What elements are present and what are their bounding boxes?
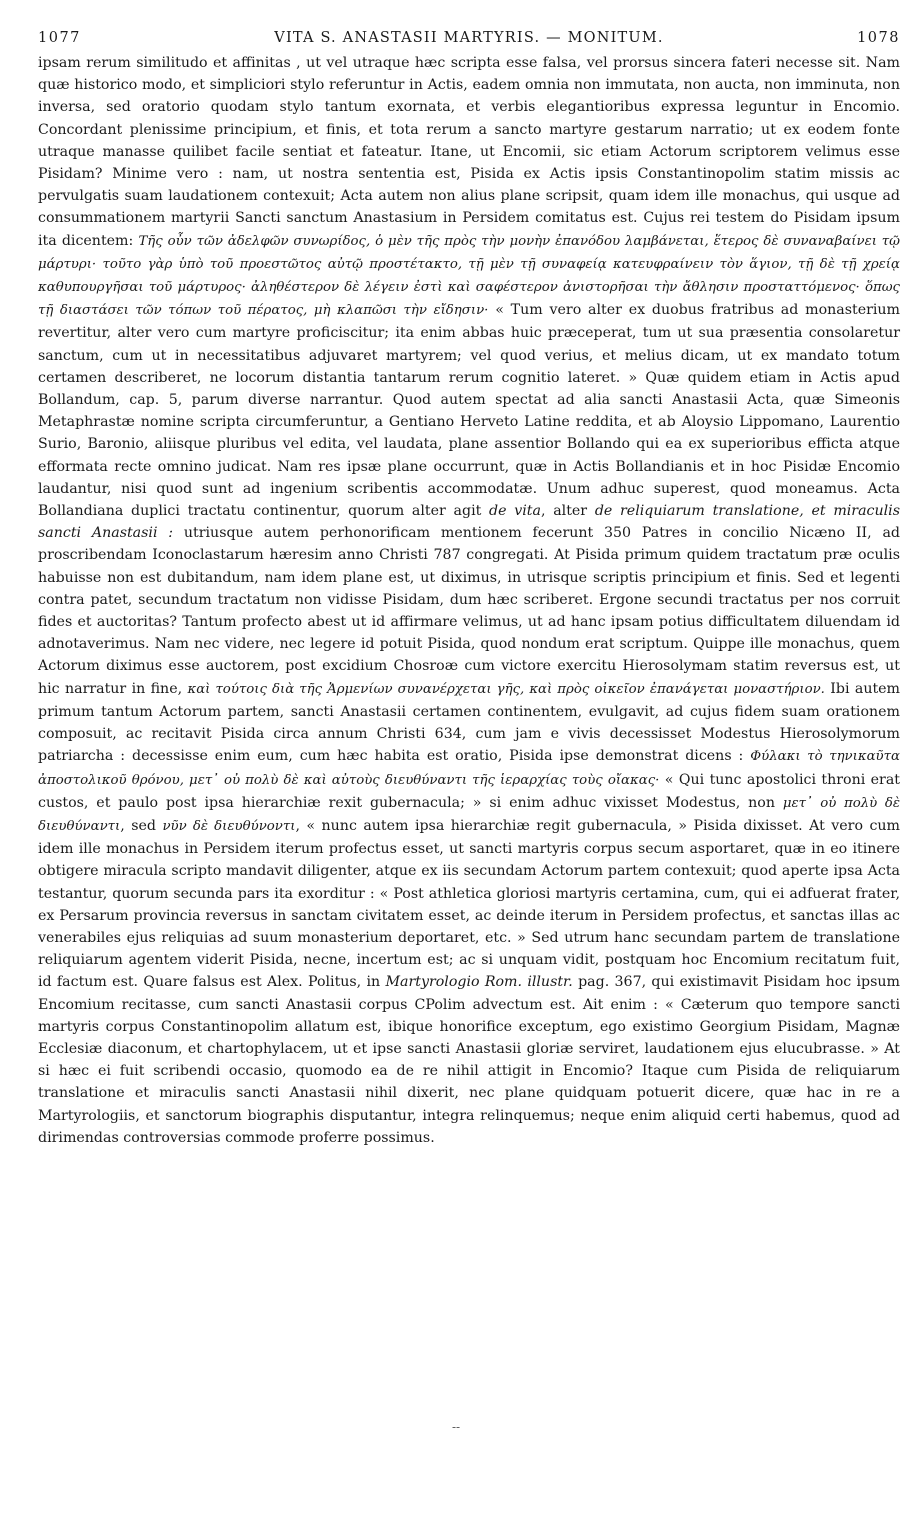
text-run: , sed [120, 817, 163, 834]
right-column-number: 1078 [857, 30, 900, 46]
greek-quotation: Τῆς οὖν τῶν ἀδελφῶν συνωρίδος, ὁ μὲν τῆς πρὸς τὴν μονὴν ἐπανόδου λαμβάνεται, ἕτερος δὲ συναναβαίνει τῷ μάρτυρι· τοῦτο γὰρ ὑπὸ τοῦ προεστῶτος αὐτῷ προστέτακτο, τῇ μὲν τῇ συναφείᾳ κατευφραίνειν τὸν ἅγιον, τῇ δὲ τῇ χρείᾳ καθυπουργῆσαι τοῦ μάρτυρος· ἀληθέστερον δὲ λέγειν ἐστὶ καὶ σαφέστερον ἀνιστορῆσαι τὴν ἄθλησιν προσταττόμενος· ὅπως τῇ διαστάσει τῶν τόπων τοῦ πέρατος, μὴ κλαπῶσι τὴν εἴδησιν· [38, 233, 901, 319]
text-run: , « nunc autem ipsa hierarchiæ regit gubernacula, » Pisida dixisset. At vero cum idem ille monachus in Persidem iterum profectus esset, ut sancti martyris corpus secum asportaret, quæ in eo itinere obtigere miracula scripto mandavit diligenter, atque ex iis secundam Actorum partem contexuit; quod aperte ipsa Acta testantur, quorum secunda pars ita exorditur : « Post athletica gloriosi martyris certamina, cum, qui ei adfuerat frater, ex Persarum provincia reversus in sanctam civitatem esset, ac deinde iterum in Persidem profectus, et sanctas illas ac venerabiles ejus reliquias ad suum monasterium deportaret, etc. » Sed utrum hanc secundam partem de translatione reliquiarum agentem viderit Pisida, necne, incertum est; ac si unquam vidit, postquam hoc Encomium recitatum fuit, id factum est. Quare falsus est Alex. Politus, in [38, 817, 900, 991]
greek-quotation: μετ᾽ οὐ πολὺ δὲ διευθύναντι [38, 795, 900, 834]
italic-reference: Martyrologio Rom. illustr. [385, 974, 573, 991]
greek-quotation: νῦν δὲ διευθύνοντι [162, 818, 296, 834]
text-run: Ibi autem primum tantum Actorum partem, sancti Anastasii certamen continentem, evulgavit, ad cujus fidem suam orationem composuit, ac recitavit Pisida circa annum Christi 634, cum jam e vivis decessisset Modestus Hierosolymorum patriarcha : decessisse enim eum, cum hæc habita est oratio, Pisida ipse demonstrat dicens : [38, 680, 901, 765]
running-title: VITA S. ANASTASII MARTYRIS. — MONITUM. [274, 30, 664, 46]
text-run: « Qui tunc apostolici throni erat custos, et paulo post ipsa hierarchiæ rexit gubernacula; » si enim adhuc vixisset Modestus, non [38, 771, 900, 811]
italic-title: de vita [489, 503, 541, 520]
text-run: ipsam rerum similitudo et affinitas , ut vel utraque hæc scripta esse falsa, vel prorsus sincera fateri necesse sit. Nam quæ historico modo, et simpliciori stylo referuntur in Actis, eadem omnia non immutata, non aucta, non imminuta, non inversa, sed oratorio quodam stylo tantum exornata, et verbis elegantioribus expressa leguntur in Encomio. Concordant plenissime principium, et finis, et tota rerum a sancto martyre gestarum narratio; ut ex eodem fonte utraque manasse quilibet facile sentiat et fateatur. Itane, ut Encomii, sic etiam Actorum scriptorem velimus esse Pisidam? Minime vero : nam, ut nostra sententia est, Pisida ex Actis ipsis Constantinopolim statim missis ac pervulgatis suam laudationem contexuit; Acta autem non alius plane scripsit, quam idem ille monachus, qui usque ad consummationem martyrii Sancti sanctum Anastasium in Persidem comitatus est. Cujus rei testem do Pisidam ipsum ita dicentem: [38, 55, 900, 249]
italic-title: de reliquiarum translatione, et miraculis sancti Anastasii : [38, 503, 900, 542]
text-run: utriusque autem perhonorificam mentionem fecerunt 350 Patres in concilio Nicæno II, ad proscribendam Iconoclastarum hæresim anno Christi 787 congregati. At Pisida primum quidem tractatum præ oculis habuisse non est dubitandum, nam idem plane est, ut diximus, in utrisque scriptis principium et finis. Sed et legenti contra patet, secundum tractatum non vidisse Pisidam, dum hæc scriberet. Ergone secundi tractatus per nos corruit fides et auctoritas? Tantum profecto abest ut id affirmare velimus, ut ad hanc ipsam potius difficultatem diluendam id adnotaverimus. Nam nec videre, nec legere id potuit Pisida, quod nondum erat scriptum. Quippe ille monachus, quem Actorum diximus esse auctorem, post excidium Chosroæ cum victore exercitu Hierosolymam statim reversus est, ut hic narratur in fine, [38, 525, 900, 697]
text-run: pag. 367, qui existimavit Pisidam hoc ipsum Encomium recitasse, cum sancti Anastasii corpus CPolim advectum est. Ait enim : « Cæterum quo tempore sancti martyris corpus Constantinopolim allatum est, ibique honorifice exceptum, ego existimo Georgium Pisidam, Magnæ Ecclesiæ diaconum, et chartophylacem, ut et ipse sancti Anastasii gloriæ serviret, laudationem ejus elucubrasse. » At si hæc ei fuit scribendi occasio, quomodo ea de re nihil attigit in Encomio? Itaque cum Pisida de reliquiarum translatione et miraculis sancti Anastasii nihil dixerit, nec plane quidquam potuerit dicere, quæ hac in re a Martyrologiis, et sanctorum biographis disputantur, integra relinquemus; neque enim aliquid certi habemus, quod ad dirimendas controversias commode proferre possimus. [38, 974, 901, 1146]
body-paragraph [38, 52, 900, 1149]
text-run: , alter [540, 503, 595, 520]
text-run: « Tum vero alter ex duobus fratribus ad monasterium revertitur, alter vero cum martyre proficiscitur; ita enim abbas huic præceperat, tum ut sua præsentia consolaretur sanctum, cum ut in necessitatibus adjuvaret martyrem; vel quod verius, et melius dicam, ut ex mandato totum certamen describeret, ne locorum distantia tantarum rerum cognitio lateret. » Quæ quidem etiam in Actis apud Bollandum, cap. 5, parum diverse narrantur. Quod autem spectat ad alia sancti Anastasii Acta, quæ Simeonis Metaphrastæ nomine scripta circumferuntur, a Gentiano Herveto Latine reddita, et ab Aloysio Lippomano, Laurentio Surio, Baronio, aliisque pluribus vel edita, vel laudata, plane assentior Bollando qui ea ex superioribus efficta atque efformata recte omnino judicat. Nam res ipsæ plane occurrunt, quæ in Actis Bollandianis et in hoc Pisidæ Encomio laudantur, nisi quod sunt ad ingenium scribentis accommodatæ. Unum adhuc superest, quod moneamus. Acta Bollandiana duplici tractatu continentur, quorum alter agit [38, 302, 900, 520]
greek-quotation: καὶ τούτοις διὰ τῆς Ἀρμενίων συνανέρχεται γῆς, καὶ πρὸς οἰκεῖον ἐπανάγεται μοναστήριον. [187, 681, 825, 697]
footer-mark: -- [452, 1420, 461, 1434]
running-header [38, 30, 900, 46]
left-column-number: 1077 [38, 30, 81, 46]
greek-quotation: Φύλακι τὸ τηνικαῦτα ἀποστολικοῦ θρόνου, μετ᾽ οὐ πολὺ δὲ καὶ αὐτοὺς διευθύναντι τῆς ἱεραρχίας τοὺς οἴακας· [38, 749, 900, 788]
